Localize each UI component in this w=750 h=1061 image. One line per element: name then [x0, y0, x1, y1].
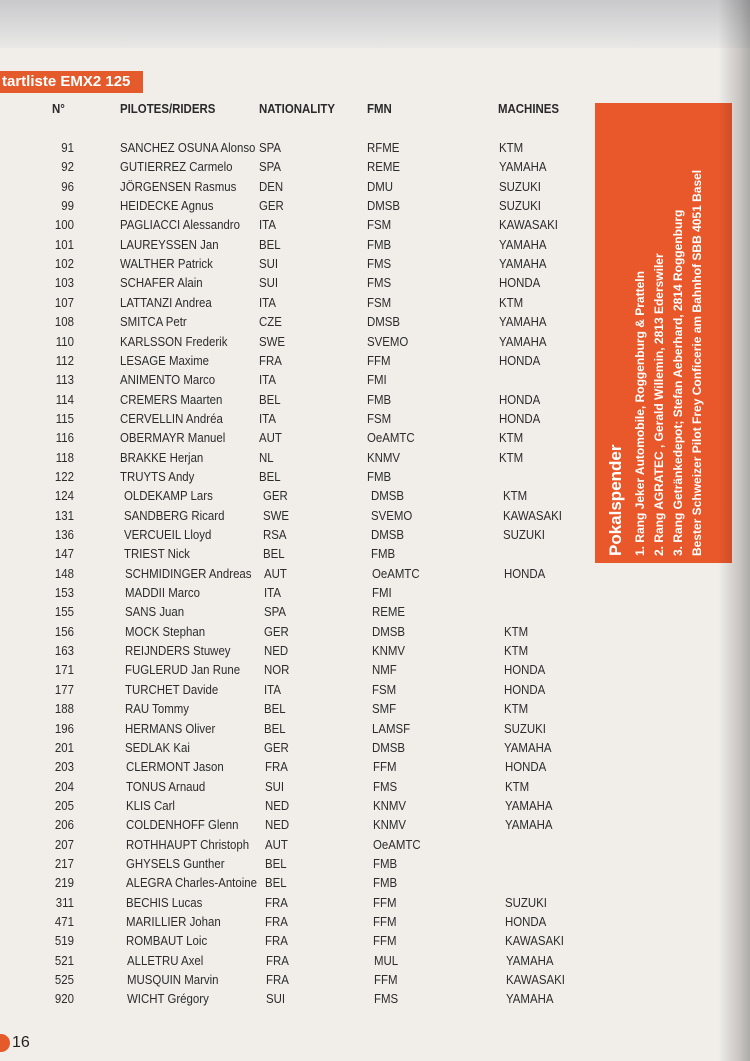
rider-machine: SUZUKI — [505, 894, 548, 910]
rider-fmn: FFM — [373, 933, 397, 949]
table-row — [0, 256, 600, 275]
sponsor-rotated-text — [605, 104, 727, 556]
rider-name: RAU Tommy — [125, 701, 190, 717]
rider-machine: KAWASAKI — [503, 507, 563, 523]
table-row — [0, 430, 600, 449]
rider-fmn: FMB — [373, 875, 398, 891]
table-row — [0, 604, 600, 623]
rider-number: 206 — [54, 817, 74, 833]
rider-nationality: BEL — [259, 468, 281, 484]
rider-nationality: BEL — [259, 236, 281, 252]
table-row — [0, 450, 600, 469]
rider-number: 108 — [54, 314, 74, 330]
rider-number: 110 — [55, 333, 74, 349]
rider-machine: YAMAHA — [505, 952, 553, 968]
table-row — [0, 469, 600, 488]
table-row — [0, 624, 600, 643]
rider-nationality: NED — [264, 797, 289, 813]
rider-name: WALTHER Patrick — [120, 256, 213, 272]
rider-name: KARLSSON Frederik — [120, 333, 228, 349]
rider-name: SCHMIDINGER Andreas — [124, 565, 252, 581]
rider-number: 217 — [54, 855, 74, 871]
table-row — [0, 275, 600, 294]
rider-machine: YAMAHA — [499, 159, 547, 175]
table-row — [0, 334, 600, 353]
rider-number: 156 — [54, 623, 74, 639]
rider-name: OBERMAYR Manuel — [120, 430, 226, 446]
table-row — [0, 392, 600, 411]
rider-machine: SUZUKI — [499, 198, 541, 214]
table-row — [0, 353, 600, 372]
rider-nationality: FRA — [265, 952, 289, 968]
rider-nationality: ITA — [259, 217, 276, 233]
rider-number: 100 — [54, 217, 74, 233]
rider-name: KLIS Carl — [125, 797, 175, 813]
rider-name: HEIDECKE Agnus — [120, 198, 214, 214]
sponsor-line-4: Bester Schweizer Pilot Frey Conficerie am Bahnhof SBB 4051 Basel — [690, 169, 704, 556]
rider-nationality: FRA — [265, 914, 289, 929]
rider-fmn: DMSB — [371, 527, 405, 542]
rider-name: SMITCA Petr — [120, 314, 187, 330]
rider-machine: YAMAHA — [504, 817, 553, 833]
rider-name: SEDLAK Kai — [125, 739, 191, 755]
rider-number: 147 — [54, 546, 74, 562]
rider-machine: HONDA — [499, 275, 541, 291]
rider-fmn: FFM — [373, 972, 398, 988]
rider-number: 114 — [55, 391, 74, 407]
rider-number: 116 — [55, 430, 74, 446]
rider-nationality: BEL — [264, 701, 286, 717]
rider-nationality: GER — [263, 623, 289, 639]
rider-number: 112 — [55, 352, 74, 368]
rider-number: 115 — [55, 410, 74, 426]
rider-fmn: FFM — [367, 352, 391, 368]
rider-fmn: FMS — [367, 256, 392, 272]
rider-number: 101 — [54, 236, 74, 252]
table-row — [0, 217, 600, 236]
rider-fmn: DMSB — [371, 623, 405, 639]
table-row — [0, 643, 600, 662]
rider-machine: HONDA — [499, 352, 541, 368]
rider-fmn: REME — [371, 604, 405, 620]
rider-number: 205 — [54, 797, 74, 813]
rider-name: VERCUEIL Lloyd — [124, 527, 212, 542]
rider-name: JÖRGENSEN Rasmus — [120, 178, 237, 194]
rider-fmn: FMB — [367, 468, 392, 484]
table-row — [0, 662, 600, 681]
rider-nationality: SUI — [259, 275, 279, 291]
rider-machine: HONDA — [503, 565, 545, 581]
rider-number: 107 — [54, 294, 74, 310]
header-number: N° — [52, 101, 65, 116]
table-row — [0, 237, 600, 256]
rider-name: FUGLERUD Jan Rune — [125, 662, 241, 678]
rider-number: 311 — [55, 894, 74, 910]
top-scan-band — [0, 0, 750, 48]
table-row — [0, 721, 600, 740]
rider-number: 196 — [54, 720, 74, 736]
table-row — [0, 488, 600, 507]
rider-nationality: AUT — [263, 565, 287, 581]
rider-number: 124 — [54, 488, 74, 504]
rider-nationality: ITA — [264, 681, 282, 697]
table-row — [0, 411, 600, 430]
rider-nationality: CZE — [259, 314, 282, 330]
rider-fmn: FFM — [372, 759, 397, 775]
table-row — [0, 856, 600, 875]
sponsor-line-3: 3. Rang Getränkedepot; Stefan Aeberhard, 2814 Roggenburg — [671, 209, 685, 556]
rider-machine: YAMAHA — [504, 797, 553, 813]
rider-fmn: FMS — [372, 778, 397, 794]
rider-number: 155 — [54, 604, 74, 620]
rider-number: 91 — [61, 140, 74, 155]
table-row — [0, 972, 600, 991]
rider-name: CLERMONT Jason — [125, 759, 224, 775]
rider-name: CERVELLIN Andréa — [120, 410, 223, 426]
rider-number: 102 — [54, 256, 74, 272]
rider-machine: KTM — [504, 701, 529, 717]
rider-fmn: LAMSF — [372, 720, 411, 736]
rider-fmn: REME — [367, 159, 401, 175]
rider-fmn: KNMV — [372, 817, 406, 833]
rider-fmn: OeAMTC — [371, 565, 420, 581]
rider-number: 201 — [54, 739, 74, 755]
rider-machine: KTM — [499, 140, 524, 155]
rider-number: 471 — [54, 914, 74, 929]
rider-machine: YAMAHA — [499, 333, 547, 349]
rider-nationality: BEL — [263, 546, 286, 562]
table-row — [0, 895, 600, 914]
rider-machine: HONDA — [499, 391, 541, 407]
rider-nationality: DEN — [259, 178, 284, 194]
rider-nationality: GER — [259, 198, 284, 214]
rider-nationality: ITA — [259, 294, 276, 310]
table-row — [0, 295, 600, 314]
rider-name: WICHT Grégory — [126, 991, 209, 1007]
rider-machine: SUZUKI — [499, 178, 541, 194]
table-row — [0, 798, 600, 817]
rider-number: 153 — [54, 585, 74, 601]
table-row — [0, 682, 600, 701]
rider-machine: KTM — [499, 430, 524, 446]
rider-fmn: KNMV — [372, 797, 406, 813]
rider-name: TRIEST Nick — [124, 546, 191, 562]
rider-number: 148 — [54, 565, 74, 581]
rider-nationality: FRA — [259, 352, 282, 368]
rider-number: 99 — [61, 198, 74, 214]
rider-nationality: SPA — [259, 140, 282, 155]
rider-number: 525 — [54, 972, 74, 988]
rider-fmn: FSM — [367, 294, 392, 310]
rider-name: BRAKKE Herjan — [120, 449, 204, 465]
rider-machine: YAMAHA — [499, 256, 547, 272]
rider-nationality: ITA — [259, 410, 276, 426]
rider-name: SANS Juan — [124, 604, 184, 620]
rider-nationality: GER — [264, 739, 290, 755]
rider-name: LATTANZI Andrea — [120, 294, 212, 310]
rider-number: 188 — [54, 701, 74, 717]
rider-name: COLDENHOFF Glenn — [125, 817, 239, 833]
rider-number: 96 — [61, 178, 74, 194]
sponsor-box — [595, 103, 732, 563]
header-fmn: FMN — [367, 101, 392, 116]
table-row — [0, 546, 600, 565]
rider-machine: KTM — [503, 643, 529, 659]
table-row — [0, 159, 600, 178]
rider-name: OLDEKAMP Lars — [124, 488, 213, 504]
rider-fmn: FMB — [367, 391, 392, 407]
rider-nationality: SUI — [264, 778, 284, 794]
rider-name: ROMBAUT Loic — [126, 933, 208, 949]
rider-name: ALLETRU Axel — [126, 952, 203, 968]
rider-machine: KTM — [503, 623, 528, 639]
rider-name: LAUREYSSEN Jan — [120, 236, 219, 252]
rider-nationality: FRA — [265, 894, 289, 910]
rider-fmn: FMI — [367, 372, 387, 388]
page-title: tartliste EMX2 125 — [0, 71, 143, 93]
table-row — [0, 198, 600, 217]
rider-nationality: SUI — [259, 256, 279, 272]
rider-fmn: OeAMTC — [372, 836, 421, 852]
rider-fmn: FMB — [371, 546, 396, 562]
rider-number: 136 — [54, 527, 74, 542]
rider-machine: YAMAHA — [505, 991, 554, 1007]
rider-machine: YAMAHA — [499, 236, 547, 252]
rider-nationality: NOR — [264, 662, 290, 678]
rider-nationality: RSA — [263, 527, 287, 542]
rider-number: 521 — [54, 952, 74, 968]
rider-machine: HONDA — [504, 662, 546, 678]
table-row — [0, 179, 600, 198]
table-row — [0, 933, 600, 952]
rider-name: MADDII Marco — [124, 585, 200, 601]
table-row — [0, 875, 600, 894]
header-machines: MACHINES — [498, 101, 560, 116]
rider-fmn: FSM — [367, 410, 392, 426]
table-row — [0, 759, 600, 778]
rider-number: 131 — [54, 507, 74, 523]
rider-nationality: BEL — [264, 720, 286, 736]
sponsor-line-1: 1. Rang Jeker Automobile, Roggenburg & Pratteln — [633, 271, 647, 556]
rider-number: 203 — [54, 759, 74, 775]
rider-fmn: OeAMTC — [367, 430, 415, 446]
rider-nationality: FRA — [265, 933, 289, 949]
rider-machine: HONDA — [504, 681, 546, 697]
table-row — [0, 991, 600, 1010]
rider-fmn: KNMV — [371, 643, 405, 659]
rider-fmn: NMF — [372, 662, 397, 678]
rider-machine: KTM — [503, 488, 528, 504]
rider-fmn: FMI — [371, 585, 392, 601]
table-row — [0, 817, 600, 836]
rider-nationality: NED — [264, 817, 289, 833]
rider-nationality: AUT — [259, 430, 282, 446]
rider-fmn: FSM — [372, 681, 397, 697]
rider-nationality: SWE — [259, 333, 286, 349]
rider-nationality: BEL — [265, 875, 287, 891]
sponsor-line-2: 2. Rang AGRATEC , Gerald Willemin, 2813 Ederswiler — [652, 253, 666, 556]
page-marker-dot — [0, 1034, 10, 1052]
header-riders: PILOTES/RIDERS — [120, 101, 216, 116]
rider-nationality: ITA — [263, 585, 281, 601]
rider-name: BECHIS Lucas — [126, 894, 203, 910]
rider-machine: SUZUKI — [503, 527, 546, 542]
rider-name: PAGLIACCI Alessandro — [120, 217, 240, 233]
rider-nationality: AUT — [264, 836, 288, 852]
rider-fmn: FSM — [367, 217, 392, 233]
table-row — [0, 585, 600, 604]
rider-machine: KTM — [499, 294, 524, 310]
rider-nationality: BEL — [265, 855, 287, 871]
rider-fmn: FMS — [367, 275, 392, 291]
rider-fmn: SVEMO — [367, 333, 409, 349]
rider-machine: KAWASAKI — [499, 217, 558, 233]
table-row — [0, 314, 600, 333]
rider-nationality: NL — [259, 449, 274, 465]
table-row — [0, 527, 600, 546]
rider-fmn: DMSB — [371, 488, 405, 504]
rider-fmn: FMB — [373, 855, 398, 871]
page-number: 16 — [12, 1034, 30, 1051]
header-nationality: NATIONALITY — [259, 101, 336, 116]
rider-name: REIJNDERS Stuwey — [124, 643, 231, 659]
table-row — [0, 837, 600, 856]
rider-number: 204 — [54, 778, 74, 794]
rider-number: 519 — [54, 933, 74, 949]
rider-number: 177 — [54, 681, 74, 697]
table-row — [0, 779, 600, 798]
rider-nationality: ITA — [259, 372, 276, 388]
rider-nationality: GER — [263, 488, 288, 504]
rider-machine: HONDA — [504, 759, 546, 775]
rider-number: 122 — [54, 468, 74, 484]
rider-nationality: SUI — [265, 991, 285, 1007]
rider-nationality: FRA — [265, 972, 289, 988]
rider-fmn: DMSB — [372, 739, 406, 755]
rider-fmn: MUL — [373, 952, 398, 968]
table-row — [0, 372, 600, 391]
rider-fmn: KNMV — [367, 449, 401, 465]
rider-nationality: SPA — [259, 159, 282, 175]
rider-machine: YAMAHA — [499, 314, 547, 330]
rider-number: 92 — [61, 159, 74, 175]
rider-name: MOCK Stephan — [124, 623, 205, 639]
rider-number: 113 — [55, 372, 74, 388]
rider-machine: KTM — [499, 449, 524, 465]
rider-fmn: FMS — [373, 991, 398, 1007]
rider-fmn: RFME — [367, 140, 400, 155]
rider-number: 219 — [54, 875, 74, 891]
rider-name: SANCHEZ OSUNA Alonso — [120, 140, 256, 155]
rider-nationality: NED — [263, 643, 289, 659]
rider-name: GHYSELS Gunther — [126, 855, 225, 871]
rider-nationality: SWE — [263, 507, 290, 523]
table-row — [0, 953, 600, 972]
rider-number: 103 — [54, 275, 74, 291]
page-fold-shadow — [718, 0, 750, 1061]
rider-machine: KAWASAKI — [505, 933, 565, 949]
sponsor-title: Pokalspender — [606, 444, 625, 556]
rider-name: TURCHET Davide — [125, 681, 219, 697]
rider-fmn: DMSB — [367, 314, 401, 330]
rider-name: ALEGRA Charles-Antoine — [126, 875, 258, 891]
rider-name: SANDBERG Ricard — [124, 507, 225, 523]
rider-name: GUTIERREZ Carmelo — [120, 159, 233, 175]
rider-name: SCHAFER Alain — [120, 275, 203, 291]
rider-name: TONUS Arnaud — [125, 778, 205, 794]
rider-name: ROTHHAUPT Christoph — [125, 836, 250, 852]
rider-fmn: SVEMO — [371, 507, 413, 523]
rider-number: 118 — [55, 449, 74, 465]
rider-number: 171 — [54, 662, 74, 678]
table-row — [0, 740, 600, 759]
rider-number: 920 — [54, 991, 74, 1007]
rider-name: ANIMENTO Marco — [120, 372, 216, 388]
rider-nationality: BEL — [259, 391, 281, 407]
rider-number: 163 — [54, 643, 74, 659]
rider-machine: SUZUKI — [504, 720, 547, 736]
rider-nationality: FRA — [264, 759, 288, 775]
table-row — [0, 701, 600, 720]
rider-nationality: SPA — [263, 604, 286, 620]
rider-machine: HONDA — [505, 914, 547, 929]
rider-name: TRUYTS Andy — [120, 468, 195, 484]
rider-name: CREMERS Maarten — [120, 391, 223, 407]
rider-machine: KAWASAKI — [505, 972, 565, 988]
rider-fmn: FFM — [373, 914, 397, 929]
rider-fmn: SMF — [372, 701, 397, 717]
rider-name: MARILLIER Johan — [126, 914, 222, 929]
rider-fmn: FMB — [367, 236, 392, 252]
table-row — [0, 140, 600, 159]
rider-machine: YAMAHA — [504, 739, 552, 755]
rider-fmn: FFM — [373, 894, 397, 910]
rider-fmn: DMSB — [367, 198, 401, 214]
rider-name: HERMANS Oliver — [125, 720, 216, 736]
table-row — [0, 566, 600, 585]
rider-number: 207 — [54, 836, 74, 852]
table-row — [0, 914, 600, 933]
rider-name: MUSQUIN Marvin — [126, 972, 219, 988]
rider-machine: KTM — [504, 778, 529, 794]
rider-name: LESAGE Maxime — [120, 352, 210, 368]
rider-fmn: DMU — [367, 178, 394, 194]
table-row — [0, 508, 600, 527]
rider-machine: HONDA — [499, 410, 541, 426]
